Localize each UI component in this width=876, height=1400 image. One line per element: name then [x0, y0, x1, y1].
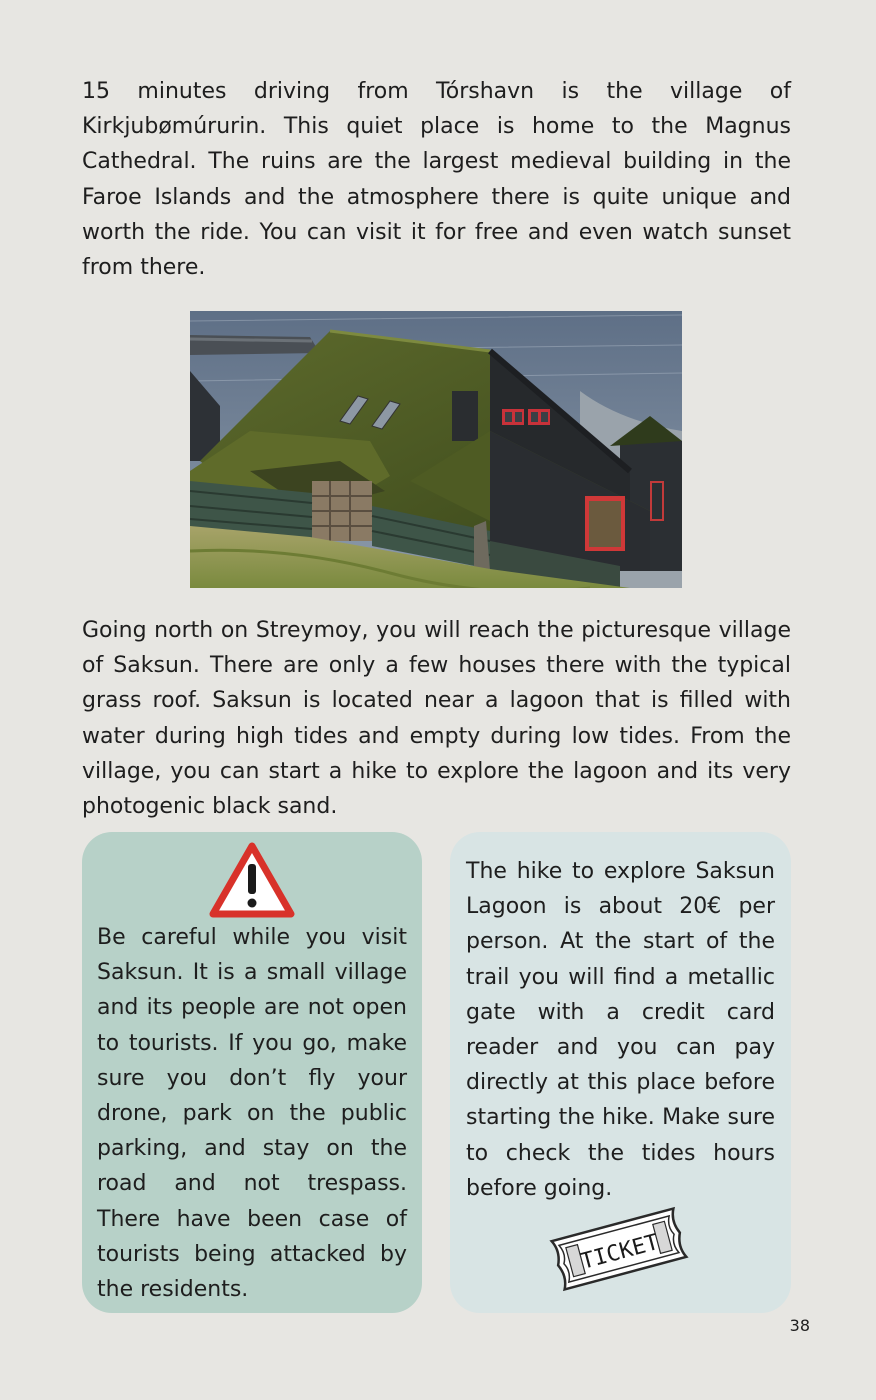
warning-triangle-icon: [209, 842, 295, 918]
intro-paragraph-kirkjubour: 15 minutes driving from Tórshavn is the village of Kirkjubømúrurin. This quiet place is home to the Magnus Cathedral. The ruins are the largest medieval building in the Faroe Islands and the atmosphere there is quite unique and worth the ride. You can visit it for free and even watch sunset from there.: [82, 79, 791, 281]
hike-info-text: The hike to explore Saksun Lagoon is about 20€ per person. At the start of the trail you will find a metallic gate with a credit card reader and you can pay directly at this place before starting the hike. Make sure to check the tides hours before going.: [466, 859, 775, 1201]
ticket-icon: [546, 1194, 692, 1304]
warning-callout-box: [82, 832, 422, 1313]
svg-text:TICKET: TICKET: [578, 1230, 662, 1275]
page-number: 38: [789, 1316, 810, 1335]
grass-roof-houses-photo: [190, 311, 682, 588]
warning-text: Be careful while you visit Saksun. It is a small village and its people are not open to tourists. If you go, make sure you don’t fly your drone, park on the public parking, and stay on the road and not trespass. There have been case of tourists being attacked by the residents.: [97, 925, 407, 1303]
hike-info-box: [450, 832, 791, 1313]
saksun-paragraph: Going north on Streymoy, you will reach the picturesque village of Saksun. There are only a few houses there with the typical grass roof. Saksun is located near a lagoon that is filled with water during high tides and empty during low tides. From the village, you can start a hike to explore the lagoon and its very photogenic black sand.: [82, 618, 791, 820]
